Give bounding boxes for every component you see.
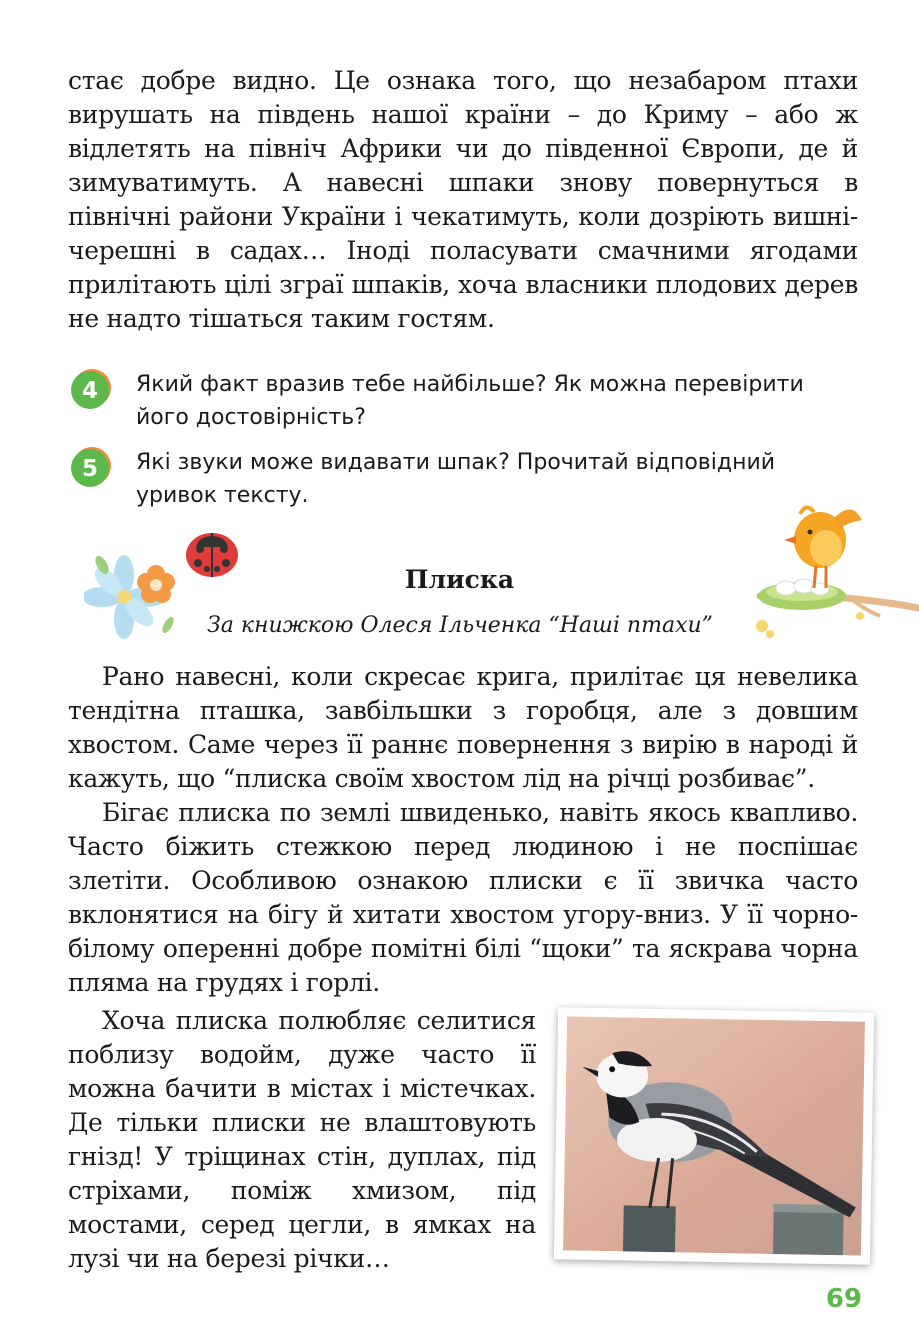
story-source: За книжкою Олеся Ільченка “Наші птахи” — [207, 613, 713, 638]
intro-paragraph: стає добре видно. Це ознака того, що незабаром птахи вирушать на південь нашої країни – до Криму – або ж відлетять на північ Африки чи до південної Європи, де й зимуватимуть. А навесні шпаки знову повернуться в північні райони України і чекатимуть, коли дозріють вишні-черешні в садах… Іноді поласувати смачними ягодами прилітають цілі зграї шпаків, хоча власники плодових дерев не надто тішаться таким гостям. — [68, 66, 858, 333]
question-4 — [68, 368, 858, 438]
question-text: Який факт вразив тебе найбільше? Як можна перевірити його достовірність? — [136, 372, 804, 430]
story-paragraph: Хоча плиска полюбляє селитися поблизу водойм, дуже часто її можна бачити в містах і містечках. Де тільки плиски не влаштовують гнізд! У тріщинах стін, дуплах, під стріхами, поміж хмизом, під мостами, серед цегли, в ямках на лузі чи на березі річки… — [68, 1006, 536, 1273]
story-text-wrapped — [68, 1004, 536, 1276]
question-text: Які звуки може видавати шпак? Прочитай відповідний уривок тексту. — [136, 450, 776, 508]
question-number: 4 — [81, 378, 99, 404]
story-title: Плиска — [404, 565, 515, 594]
page-number: 69 — [825, 1284, 862, 1314]
intro-text — [68, 64, 858, 336]
wagtail-photo — [554, 1007, 874, 1264]
wagtail-illustration — [563, 1016, 865, 1255]
story-paragraph: Рано навесні, коли скресає крига, прилітає ця невелика тендітна пташка, завбільшки з горобця, але з довшим хвостом. Саме через її раннє повернення з вирію в народі й кажуть, що “плиска своїм хвостом лід на річці розбиває”. — [68, 662, 858, 793]
question-number-badge — [68, 446, 112, 490]
question-number: 5 — [81, 456, 99, 482]
story-paragraph: Бігає плиска по землі швиденько, навіть якось квапливо. Часто біжить стежкою перед людиною і не поспішає злетіти. Особливою ознакою плиски є її звичка часто вклонятися на бігу й хитати хвостом угору-вниз. У її чорно-білому оперенні добре помітні білі “щоки” та яскрава чорна пляма на грудях і горлі. — [68, 798, 858, 997]
question-number-badge — [68, 368, 112, 412]
story-text — [68, 660, 858, 1000]
